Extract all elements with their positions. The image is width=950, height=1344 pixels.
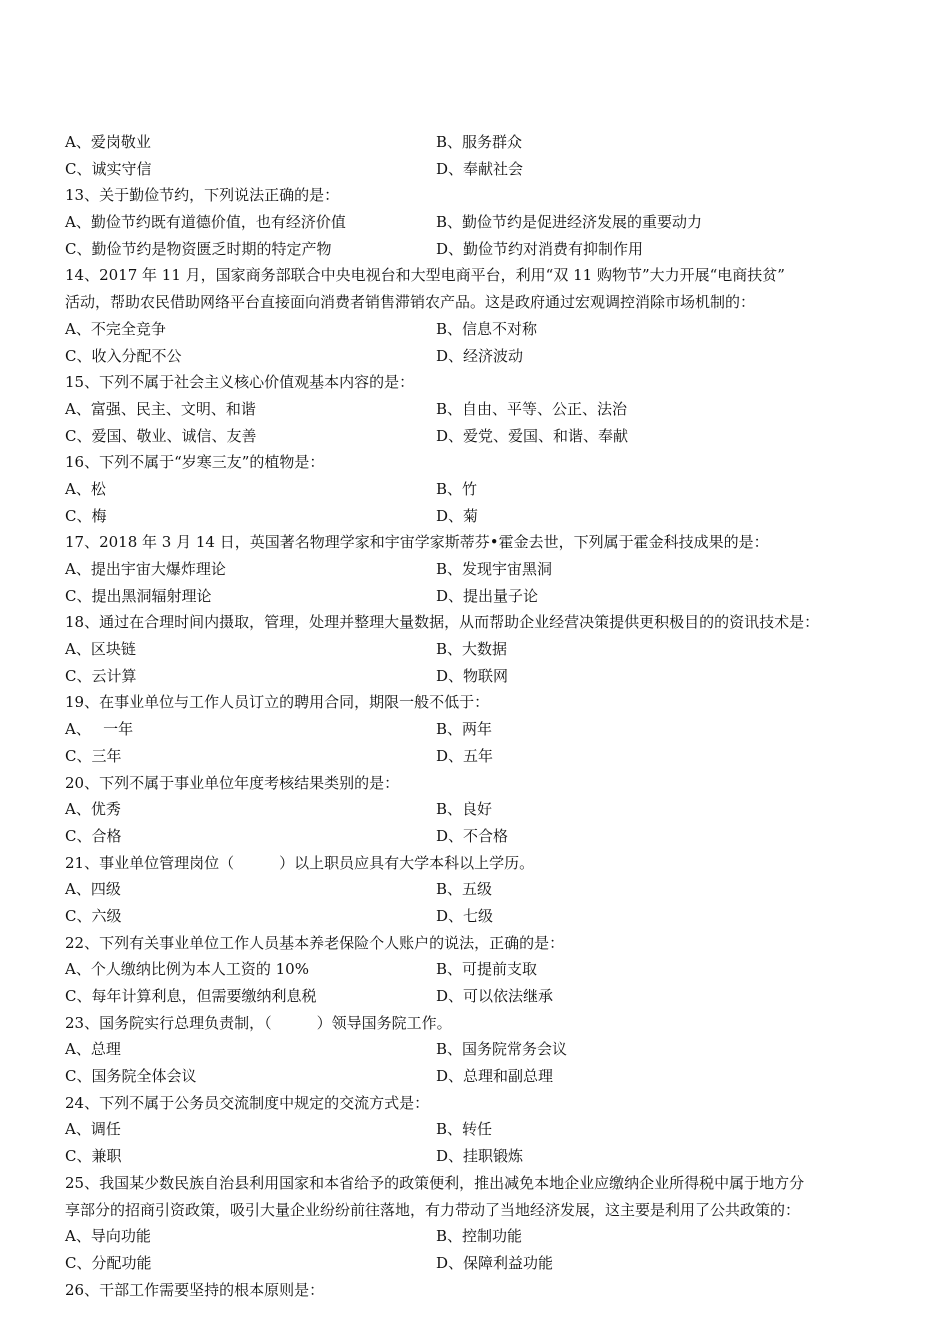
- option-right: D、菊: [436, 506, 479, 525]
- question-stem: 14、2017 年 11 月，国家商务部联合中央电视台和大型电商平台，利用“双 11 购物节”大力开展“电商扶贫”: [65, 266, 785, 285]
- option-row: [65, 556, 895, 583]
- question-stem: 23、国务院实行总理负责制，（ ）领导国务院工作。: [65, 1013, 452, 1032]
- option-row: [65, 823, 895, 850]
- question-stem: 16、下列不属于“岁寒三友”的植物是：: [65, 453, 325, 472]
- option-row: [65, 1063, 895, 1090]
- option-left: A、富强、民主、文明、和谐: [65, 399, 256, 418]
- option-left: C、合格: [65, 826, 122, 845]
- option-left: C、提出黑洞辐射理论: [65, 586, 212, 605]
- option-left: C、六级: [65, 906, 122, 925]
- option-row: [65, 876, 895, 903]
- option-right: D、奉献社会: [436, 159, 524, 178]
- option-right: B、自由、平等、公正、法治: [436, 399, 628, 418]
- option-left: C、梅: [65, 506, 107, 525]
- option-left: A、四级: [65, 880, 121, 899]
- option-right: B、五级: [436, 880, 493, 899]
- option-right: B、信息不对称: [436, 319, 538, 338]
- option-right: D、经济波动: [436, 346, 524, 365]
- option-left: C、国务院全体会议: [65, 1067, 197, 1086]
- question-stem: 活动，帮助农民借助网络平台直接面向消费者销售滞销农产品。这是政府通过宏观调控消除市场机制的：: [65, 293, 756, 312]
- option-left: C、每年计算利息，但需要缴纳利息税: [65, 987, 317, 1005]
- option-right: D、挂职锻炼: [436, 1147, 524, 1166]
- question-stem: 20、下列不属于事业单位年度考核结果类别的是：: [65, 773, 400, 792]
- option-row: [65, 956, 895, 983]
- option-right: B、控制功能: [436, 1227, 523, 1246]
- option-left: A、个人缴纳比例为本人工资的 10%: [65, 960, 309, 979]
- option-left: A、提出宇宙大爆炸理论: [65, 560, 226, 578]
- option-right: D、七级: [436, 906, 494, 925]
- option-left: C、云计算: [65, 666, 137, 685]
- option-left: C、分配功能: [65, 1253, 152, 1272]
- option-row: [65, 343, 895, 370]
- option-left: A、爱岗敬业: [65, 133, 151, 151]
- question-stem: 25、我国某少数民族自治县利用国家和本省给予的政策便利，推出减免本地企业应缴纳企业所得税中属于地方分: [65, 1173, 805, 1192]
- option-row: [65, 583, 895, 610]
- option-right: B、两年: [436, 720, 493, 739]
- question-stem: 13、关于勤俭节约，下列说法正确的是：: [65, 186, 340, 205]
- option-left: A、勤俭节约既有道德价值，也有经济价值: [65, 213, 346, 232]
- option-row: [65, 423, 895, 450]
- question-stem: 24、下列不属于公务员交流制度中规定的交流方式是：: [65, 1093, 430, 1112]
- option-right: D、爱党、爱国、和谐、奉献: [436, 426, 629, 445]
- question-stem: 17、2018 年 3 月 14 日，英国著名物理学家和宇宙学家斯蒂芬•霍金去世，下列属于霍金科技成果的是：: [65, 533, 769, 552]
- option-row: [65, 1223, 895, 1250]
- option-right: D、可以依法继承: [436, 987, 554, 1005]
- option-row: [65, 1036, 895, 1063]
- question-list: [65, 129, 895, 1303]
- option-row: [65, 983, 895, 1010]
- option-left: A、不完全竞争: [65, 319, 166, 338]
- option-right: D、勤俭节约对消费有抑制作用: [436, 239, 644, 258]
- option-row: [65, 903, 895, 930]
- option-left: C、收入分配不公: [65, 346, 182, 365]
- question-stem: 26、干部工作需要坚持的根本原则是：: [65, 1280, 325, 1299]
- option-right: D、总理和副总理: [436, 1067, 554, 1086]
- option-left: A、导向功能: [65, 1227, 151, 1246]
- question-stem: 15、下列不属于社会主义核心价值观基本内容的是：: [65, 373, 415, 392]
- option-left: A、区块链: [65, 640, 136, 659]
- option-left: A、松: [65, 479, 106, 498]
- option-row: [65, 396, 895, 423]
- option-row: [65, 156, 895, 183]
- option-left: C、兼职: [65, 1147, 122, 1166]
- question-stem: 享部分的招商引资政策，吸引大量企业纷纷前往落地，有力带动了当地经济发展，这主要是利用了公共政策的：: [65, 1200, 801, 1219]
- option-right: B、可提前支取: [436, 960, 538, 979]
- option-left: C、三年: [65, 746, 122, 765]
- option-right: B、转任: [436, 1120, 493, 1139]
- option-row: [65, 503, 895, 530]
- option-row: [65, 636, 895, 663]
- option-right: B、大数据: [436, 640, 508, 659]
- option-left: A、总理: [65, 1040, 121, 1059]
- option-row: [65, 796, 895, 823]
- option-right: D、保障利益功能: [436, 1253, 554, 1272]
- option-left: A、 一年: [65, 720, 134, 739]
- option-row: [65, 1143, 895, 1170]
- question-stem: 21、事业单位管理岗位（ ）以上职员应具有大学本科以上学历。: [65, 853, 535, 872]
- option-right: B、良好: [436, 800, 493, 819]
- option-left: A、优秀: [65, 800, 121, 819]
- option-row: [65, 129, 895, 156]
- option-right: D、提出量子论: [436, 586, 539, 605]
- option-row: [65, 1116, 895, 1143]
- option-row: [65, 476, 895, 503]
- option-left: C、勤俭节约是物资匮乏时期的特定产物: [65, 239, 332, 258]
- option-row: [65, 236, 895, 263]
- option-right: D、不合格: [436, 826, 509, 845]
- option-left: C、诚实守信: [65, 159, 152, 178]
- option-right: D、物联网: [436, 666, 509, 685]
- option-right: B、服务群众: [436, 133, 523, 151]
- question-stem: 22、下列有关事业单位工作人员基本养老保险个人账户的说法，正确的是：: [65, 933, 565, 952]
- option-left: A、调任: [65, 1120, 121, 1139]
- option-row: [65, 743, 895, 770]
- option-left: C、爱国、敬业、诚信、友善: [65, 426, 257, 445]
- option-row: [65, 1250, 895, 1277]
- option-right: B、勤俭节约是促进经济发展的重要动力: [436, 213, 703, 232]
- option-right: D、五年: [436, 746, 494, 765]
- question-stem: 19、在事业单位与工作人员订立的聘用合同，期限一般不低于：: [65, 693, 490, 712]
- option-right: B、竹: [436, 479, 478, 498]
- option-row: [65, 663, 895, 690]
- option-row: [65, 716, 895, 743]
- option-right: B、发现宇宙黑洞: [436, 560, 553, 578]
- option-right: B、国务院常务会议: [436, 1040, 568, 1059]
- option-row: [65, 316, 895, 343]
- question-stem: 18、通过在合理时间内摄取，管理，处理并整理大量数据，从而帮助企业经营决策提供更积极目的的资讯技术是：: [65, 613, 820, 632]
- option-row: [65, 209, 895, 236]
